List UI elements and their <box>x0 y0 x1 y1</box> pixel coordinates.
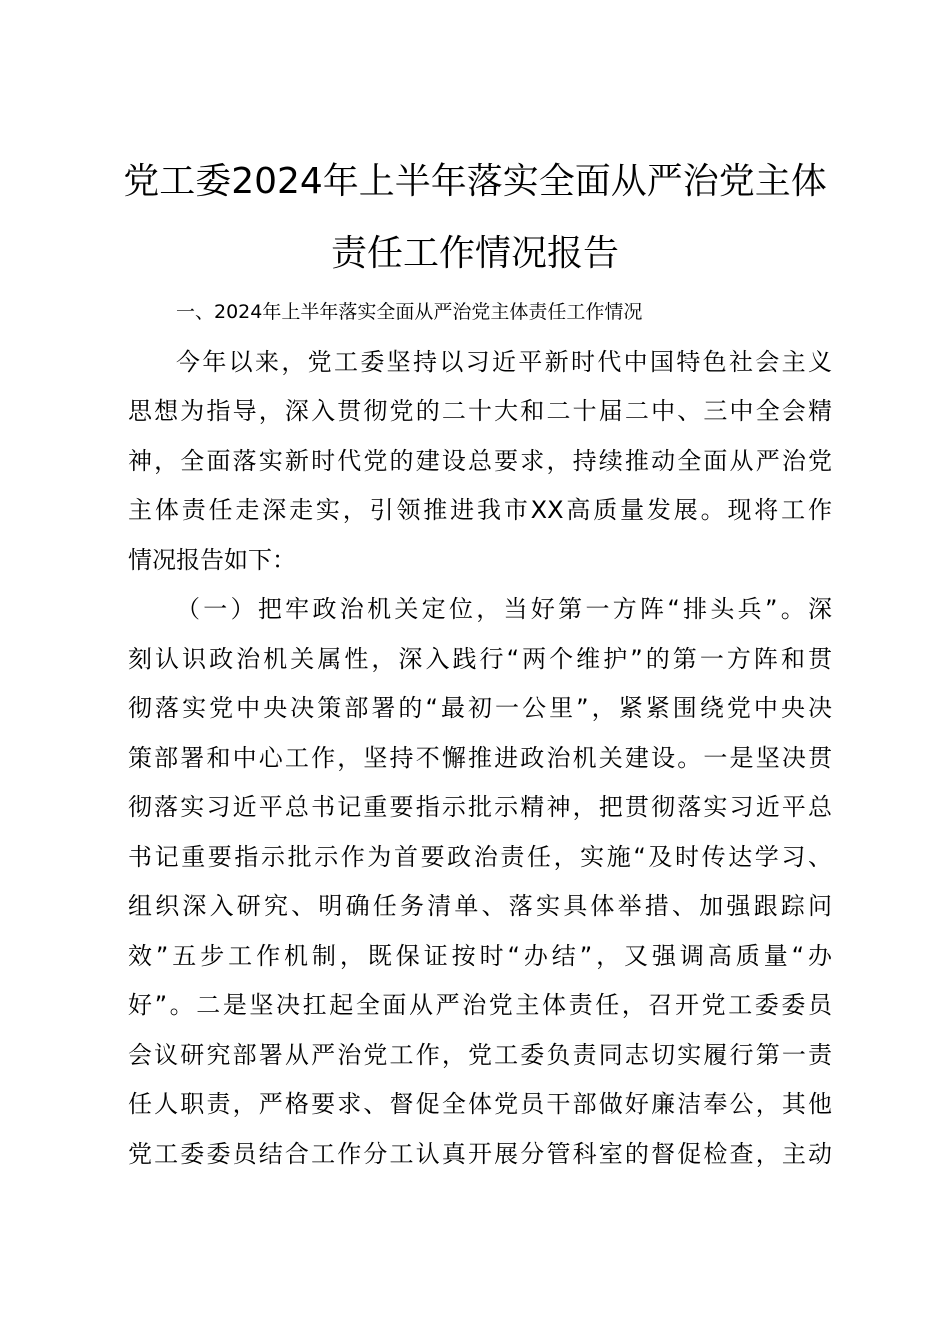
paragraph-line: 思想为指导，深入贯彻党的二十大和二十届二中、三中全会精 <box>128 397 832 425</box>
paragraph-line: 书记重要指示批示作为首要政治责任，实施“及时传达学习、 <box>128 842 832 871</box>
document-title-line-1: 党工委2024年上半年落实全面从严治党主体 <box>123 161 827 202</box>
paragraph-line: 党工委委员结合工作分工认真开展分管科室的督促检查，主动 <box>128 1139 832 1168</box>
paragraph-line: 主体责任走深走实，引领推进我市XX高质量发展。现将工作 <box>128 496 832 524</box>
paragraph-line: 会议研究部署从严治党工作，党工委负责同志切实履行第一责 <box>128 1040 832 1069</box>
section-heading: 一、2024年上半年落实全面从严治党主体责任工作情况 <box>176 301 643 323</box>
paragraph-line: 好”。二是坚决扛起全面从严治党主体责任，召开党工委委员 <box>128 991 832 1019</box>
paragraph-line: （一）把牢政治机关定位，当好第一方阵“排头兵”。深 <box>176 595 832 623</box>
paragraph-line: 策部署和中心工作，坚持不懈推进政治机关建设。一是坚决贯 <box>128 743 832 772</box>
paragraph-line: 今年以来，党工委坚持以习近平新时代中国特色社会主义 <box>176 347 832 376</box>
paragraph-line: 效”五步工作机制，既保证按时“办结”，又强调高质量“办 <box>128 941 832 970</box>
document-body <box>128 288 832 1179</box>
paragraph-line: 情况报告如下： <box>128 545 296 574</box>
paragraph-line: 神，全面落实新时代党的建设总要求，持续推动全面从严治党 <box>128 446 832 475</box>
paragraph-line: 组织深入研究、明确任务清单、落实具体举措、加强跟踪问 <box>128 892 832 920</box>
paragraph-line: 任人职责，严格要求、督促全体党员干部做好廉洁奉公，其他 <box>128 1090 832 1118</box>
paragraph-line: 彻落实党中央决策部署的“最初一公里”，紧紧围绕党中央决 <box>128 694 832 722</box>
document-title-line-2: 责任工作情况报告 <box>330 233 619 274</box>
paragraph-line: 彻落实习近平总书记重要指示批示精神，把贯彻落实习近平总 <box>128 793 832 821</box>
paragraph-line: 刻认识政治机关属性，深入践行“两个维护”的第一方阵和贯 <box>128 644 832 673</box>
